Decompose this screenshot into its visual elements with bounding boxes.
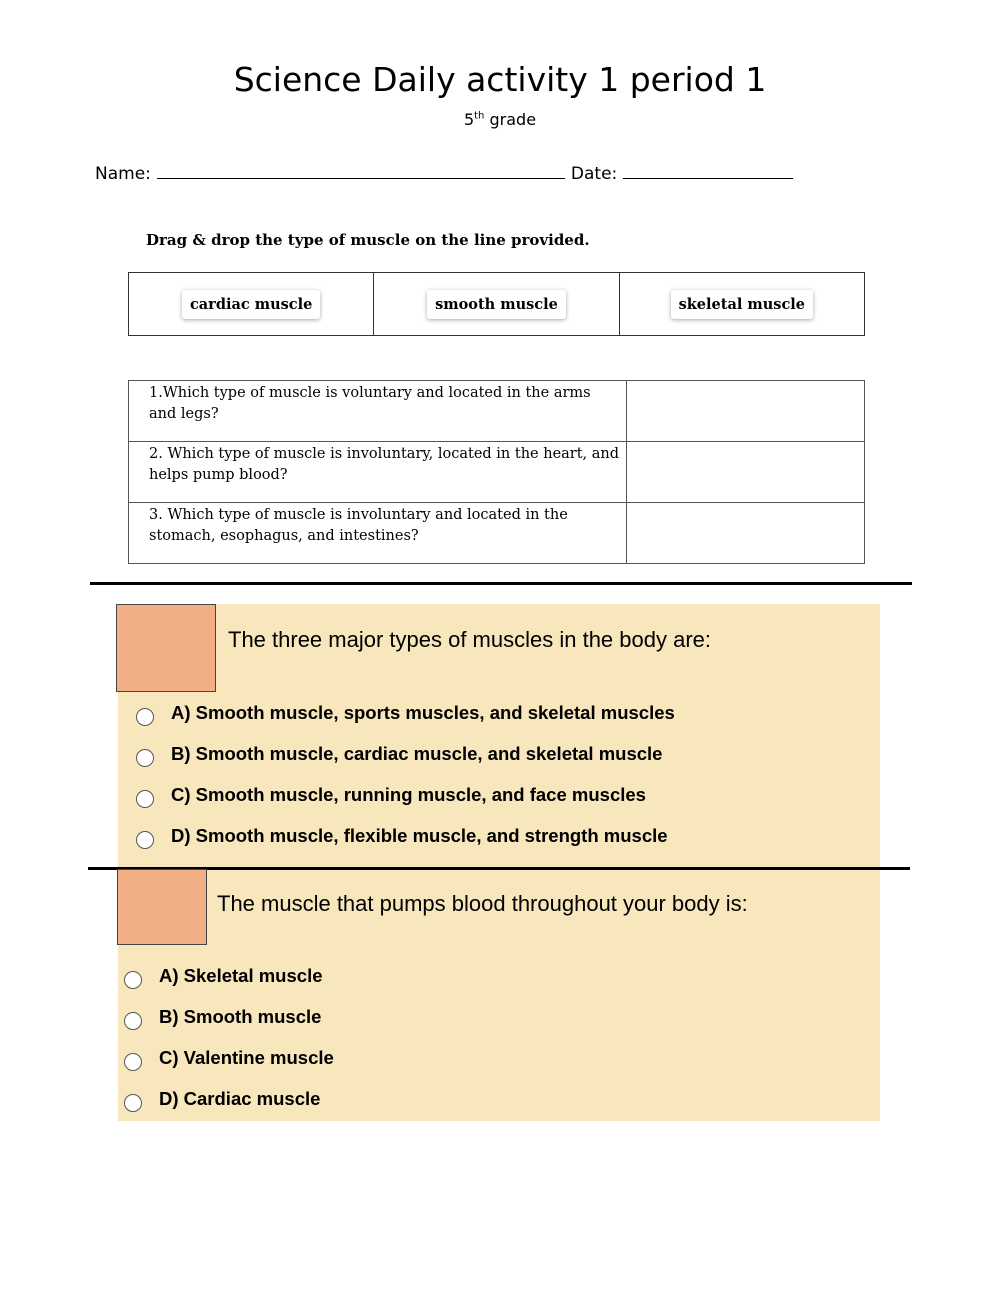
chip-smooth-muscle[interactable]: smooth muscle	[427, 290, 566, 319]
question-3-text: 3. Which type of muscle is involuntary and located in the stomach, esophagus, and intestines?	[129, 503, 627, 564]
option-label: C) Valentine muscle	[159, 1047, 334, 1068]
answer-box-1[interactable]	[116, 604, 216, 692]
mc-question-1: The three major types of muscles in the body are:	[228, 627, 712, 652]
mc1-option-a[interactable]	[136, 700, 675, 726]
mc2-option-a[interactable]	[124, 963, 323, 989]
radio-button[interactable]	[136, 831, 154, 849]
mc1-option-b[interactable]	[136, 741, 662, 767]
chip-skeletal-muscle[interactable]: skeletal muscle	[671, 290, 813, 319]
word-bank-cell	[620, 273, 864, 335]
name-date-row	[95, 164, 793, 184]
drag-drop-instructions: Drag & drop the type of muscle on the line provided.	[146, 231, 590, 249]
grade-suffix: th	[474, 110, 485, 122]
option-label: A) Smooth muscle, sports muscles, and skeletal muscles	[171, 702, 675, 723]
radio-button[interactable]	[124, 971, 142, 989]
mc2-option-c[interactable]	[124, 1045, 334, 1071]
question-2-text: 2. Which type of muscle is involuntary, located in the heart, and helps pump blood?	[129, 442, 627, 503]
mc2-option-d[interactable]	[124, 1086, 320, 1112]
table-row	[129, 442, 865, 503]
option-label: A) Skeletal muscle	[159, 965, 323, 986]
option-label: C) Smooth muscle, running muscle, and face muscles	[171, 784, 646, 805]
radio-button[interactable]	[136, 708, 154, 726]
word-bank-cell	[374, 273, 619, 335]
radio-button[interactable]	[124, 1094, 142, 1112]
section-divider	[90, 582, 912, 585]
multiple-choice-panel	[118, 604, 880, 1121]
radio-button[interactable]	[136, 790, 154, 808]
mc1-option-c[interactable]	[136, 782, 646, 808]
table-row	[129, 381, 865, 442]
drag-drop-table	[128, 380, 865, 564]
radio-button[interactable]	[124, 1053, 142, 1071]
page-title: Science Daily activity 1 period 1	[233, 60, 767, 99]
option-label: D) Smooth muscle, flexible muscle, and strength muscle	[171, 825, 668, 846]
option-label: D) Cardiac muscle	[159, 1088, 321, 1109]
table-row	[129, 503, 865, 564]
drop-zone-2[interactable]	[627, 442, 865, 503]
word-bank	[128, 272, 865, 336]
question-1-text: 1.Which type of muscle is voluntary and located in the arms and legs?	[129, 381, 627, 442]
mc-question-2: The muscle that pumps blood throughout your body is:	[217, 891, 748, 916]
section-divider	[88, 867, 910, 870]
answer-box-2[interactable]	[117, 869, 207, 945]
date-label: Date:	[570, 164, 618, 184]
radio-button[interactable]	[136, 749, 154, 767]
mc2-option-b[interactable]	[124, 1004, 321, 1030]
option-label: B) Smooth muscle	[159, 1006, 322, 1027]
grade-number: 5	[463, 110, 475, 129]
radio-button[interactable]	[124, 1012, 142, 1030]
mc1-option-d[interactable]	[136, 823, 668, 849]
drop-zone-3[interactable]	[627, 503, 865, 564]
option-label: B) Smooth muscle, cardiac muscle, and skeletal muscle	[171, 743, 663, 764]
name-label: Name:	[95, 164, 151, 184]
grade-label	[0, 110, 1000, 129]
chip-cardiac-muscle[interactable]: cardiac muscle	[182, 290, 320, 319]
word-bank-cell	[129, 273, 374, 335]
name-field[interactable]	[157, 164, 565, 179]
drop-zone-1[interactable]	[627, 381, 865, 442]
grade-word: grade	[489, 110, 537, 129]
date-field[interactable]	[623, 164, 793, 179]
